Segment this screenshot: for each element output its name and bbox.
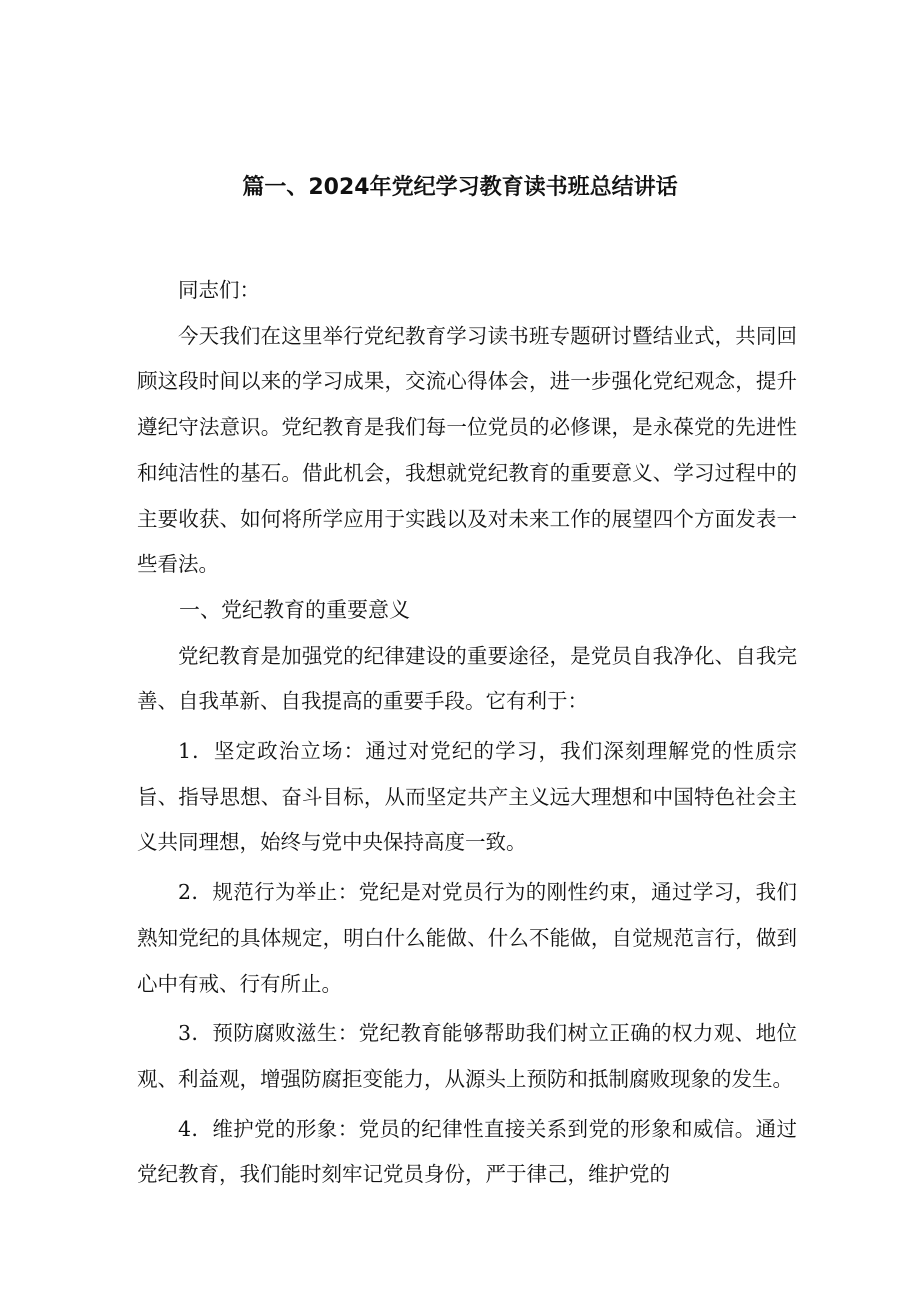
salutation: 同志们：	[178, 278, 260, 302]
list-item-1: 1．坚定政治立场：通过对党纪的学习，我们深刻理解党的性质宗旨、指导思想、奋斗目标，从而坚定共产主义远大理想和中国特色社会主义共同理想，始终与党中央保持高度一致。	[137, 739, 797, 855]
list-item-3: 3．预防腐败滋生：党纪教育能够帮助我们树立正确的权力观、地位观、利益观，增强防腐拒变能力，从源头上预防和抵制腐败现象的发生。	[137, 1021, 797, 1091]
section-heading: 一、党纪教育的重要意义	[179, 597, 410, 622]
intro-paragraph: 今天我们在这里举行党纪教育学习读书班专题研讨暨结业式，共同回顾这段时间以来的学习成果，交流心得体会，进一步强化党纪观念，提升遵纪守法意识。党纪教育是我们每一位党员的必修课，是永葆党的先进性和纯洁性的基石。借此机会，我想就党纪教育的重要意义、学习过程中的主要收获、如何将所学应用于实践以及对未来工作的展望四个方面发表一些看法。	[137, 323, 797, 577]
document-title: 篇一、2024年党纪学习教育读书班总结讲话	[242, 175, 678, 200]
document-body	[137, 268, 797, 1198]
list-item-2: 2．规范行为举止：党纪是对党员行为的刚性约束，通过学习，我们熟知党纪的具体规定，明白什么能做、什么不能做，自觉规范言行，做到心中有戒、行有所止。	[137, 880, 797, 996]
section-intro-paragraph: 党纪教育是加强党的纪律建设的重要途径，是党员自我净化、自我完善、自我革新、自我提高的重要手段。它有利于：	[137, 643, 797, 714]
list-item-4: 4．维护党的形象：党员的纪律性直接关系到党的形象和威信。通过党纪教育，我们能时刻牢记党员身份，严于律己，维护党的	[137, 1116, 797, 1187]
